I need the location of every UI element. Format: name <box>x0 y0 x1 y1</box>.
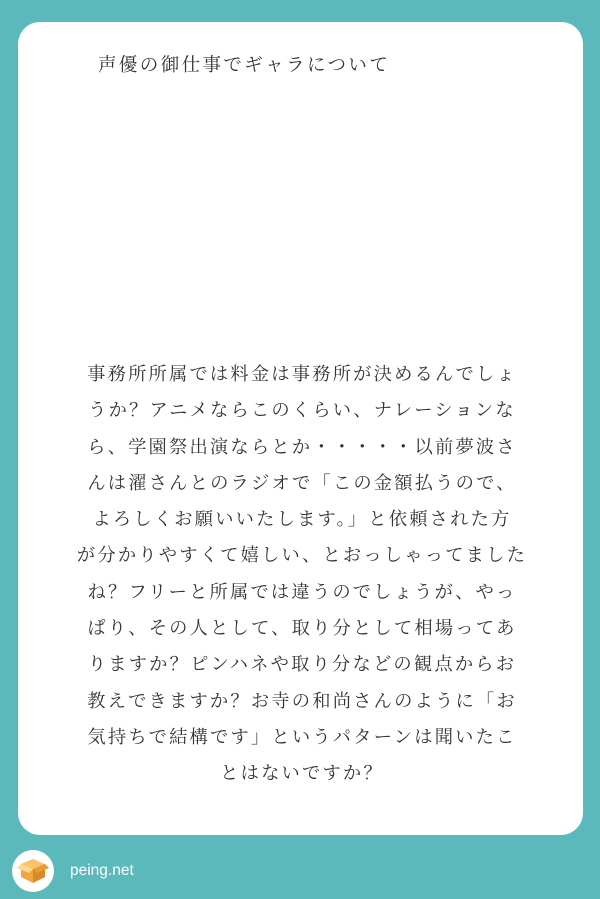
question-body <box>46 357 558 793</box>
body-line: よろしくお願いいたします。」と依頼された方 <box>92 509 512 531</box>
body-line: とはないですか？ <box>220 763 384 785</box>
body-line: ぱり、その人として、取り分として相場ってあ <box>87 618 517 640</box>
cardboard-box-icon[interactable] <box>12 850 54 892</box>
body-line: 気持ちで結構です」というパターンは聞いたこ <box>87 726 517 748</box>
question-card <box>18 22 583 835</box>
site-brand[interactable]: peing.net <box>70 862 134 879</box>
body-line: が分かりやすくて嬉しい、とおっしゃってました <box>76 545 528 567</box>
footer <box>12 850 134 892</box>
body-line: うか？アニメならこのくらい、ナレーションな <box>88 400 516 422</box>
body-line: ら、学園祭出演ならとか・・・・・以前夢波さ <box>87 436 517 458</box>
body-line: 教えできますか？お寺の和尚さんのように「お <box>87 690 517 712</box>
body-line: ね？フリーと所属では違うのでしょうが、やっ <box>87 581 517 603</box>
body-line: りますか？ピンハネや取り分などの観点からお <box>87 654 517 676</box>
body-line: 事務所所属では料金は事務所が決めるんでしょ <box>87 364 517 385</box>
question-title: 声優の御仕事でギャラについて <box>98 55 391 76</box>
body-line: んは濯さんとのラジオで「この金額払うので、 <box>87 472 517 494</box>
